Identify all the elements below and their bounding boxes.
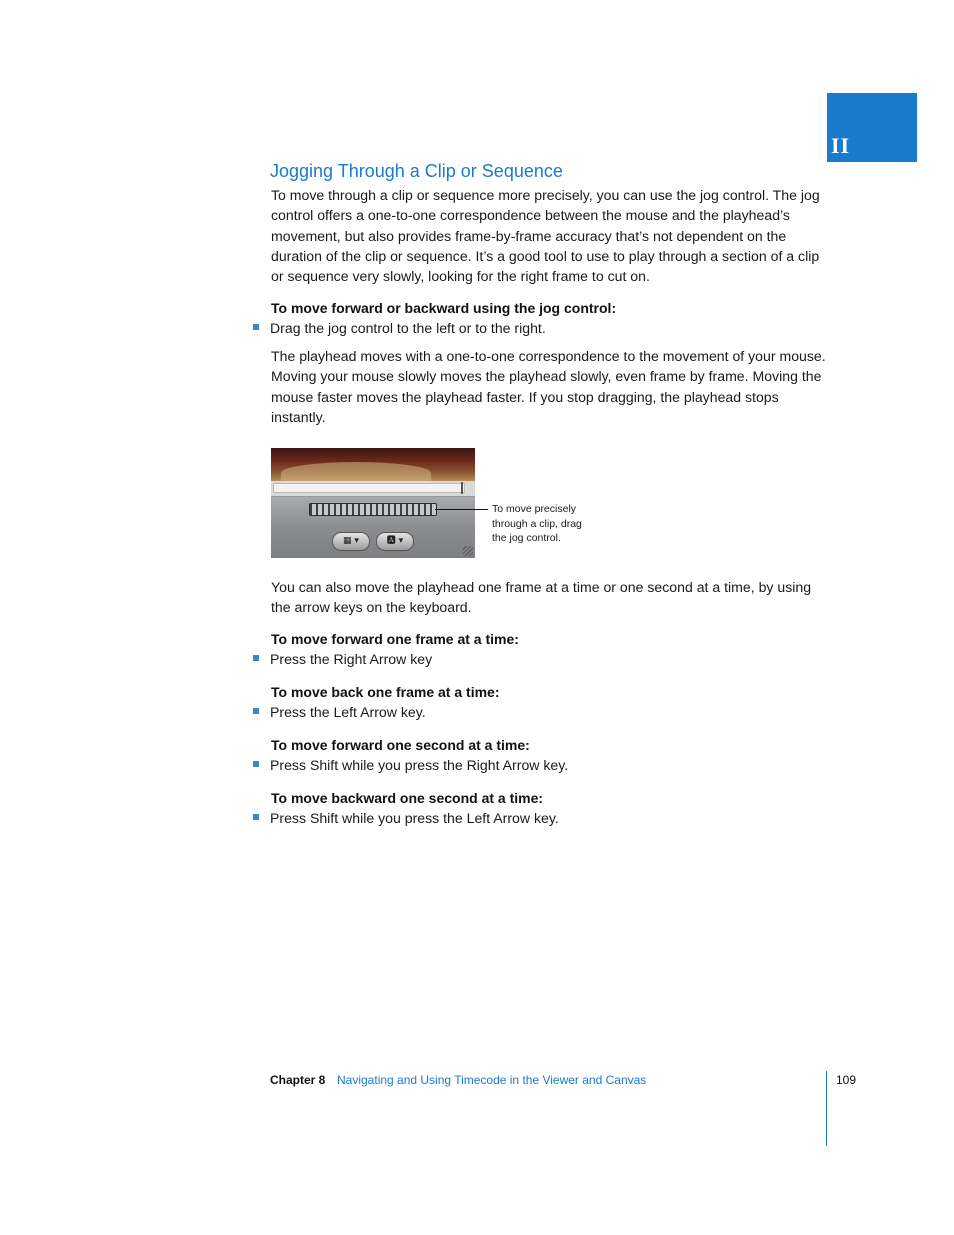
bullet-icon — [253, 761, 259, 767]
step-text: Press the Left Arrow key. — [270, 704, 426, 720]
task-heading-forward-second: To move forward one second at a time: — [271, 737, 530, 753]
callout-line — [435, 509, 488, 510]
footer-chapter: Chapter 8 — [270, 1073, 326, 1087]
caption-line: To move precisely — [492, 503, 577, 515]
footer-chapter-title: Navigating and Using Timecode in the Viewer and Canvas — [337, 1073, 647, 1087]
section-title: Jogging Through a Clip or Sequence — [270, 161, 563, 181]
list-item — [253, 704, 426, 720]
step-text: Press Shift while you press the Right Arrow key. — [270, 757, 569, 773]
video-frame — [271, 448, 475, 481]
list-item — [253, 651, 432, 667]
jog-control-figure — [271, 448, 475, 558]
caption-line: through a clip, drag — [492, 517, 582, 530]
playhead-marker — [461, 482, 463, 494]
caption-line: the jog control. — [492, 532, 561, 544]
list-item — [253, 320, 546, 336]
step-text: Press Shift while you press the Left Arrow key. — [270, 810, 559, 826]
step-text: Press the Right Arrow key — [270, 651, 433, 667]
list-item — [253, 810, 559, 826]
scrubber-bar — [271, 481, 475, 497]
bullet-icon — [253, 655, 259, 661]
figure-caption — [492, 502, 602, 546]
text-overlay-button-icon: 🅰 ▾ — [376, 532, 414, 551]
scrubber-track — [273, 483, 465, 493]
list-item — [253, 757, 568, 773]
bullet-icon — [253, 814, 259, 820]
jog-result-paragraph: The playhead moves with a one-to-one correspondence to the movement of your mouse. Moving your mouse slowly moves the playhead slowly, even frame by frame. Moving the mouse faster moves the playhead faster. If you stop dragging, the playhead stops instantly. — [271, 348, 826, 425]
resize-grip-icon — [463, 546, 473, 556]
task-heading-jog: To move forward or backward using the jog control: — [271, 300, 617, 316]
task-heading-forward-frame: To move forward one frame at a time: — [271, 631, 519, 647]
intro-paragraph: To move through a clip or sequence more precisely, you can use the jog control. The jog control offers a one-to-one correspondence between the mouse and the playhead’s movement, but also provides frame-by-frame accuracy that’s not dependent on the duration of the clip or sequence. It’s a good tool to use to play through a section of a clip or sequence very slowly, looking for the right frame to cut on. — [271, 187, 820, 285]
viewer-overlay-button-icon: ▦ ▾ — [332, 532, 370, 551]
part-tab — [827, 93, 917, 162]
task-heading-backward-second: To move backward one second at a time: — [271, 790, 544, 806]
bullet-icon — [253, 324, 259, 330]
page-number: 109 — [836, 1073, 857, 1087]
part-number: II — [831, 133, 851, 158]
task-heading-back-frame: To move back one frame at a time: — [271, 684, 500, 700]
footer-divider — [826, 1071, 827, 1146]
jog-control-icon — [309, 503, 437, 516]
bullet-icon — [253, 708, 259, 714]
transport-panel — [271, 497, 475, 558]
arrow-keys-paragraph: You can also move the playhead one frame at a time or one second at a time, by using the arrow keys on the keyboard. — [271, 579, 812, 616]
step-text: Drag the jog control to the left or to the right. — [270, 320, 546, 336]
